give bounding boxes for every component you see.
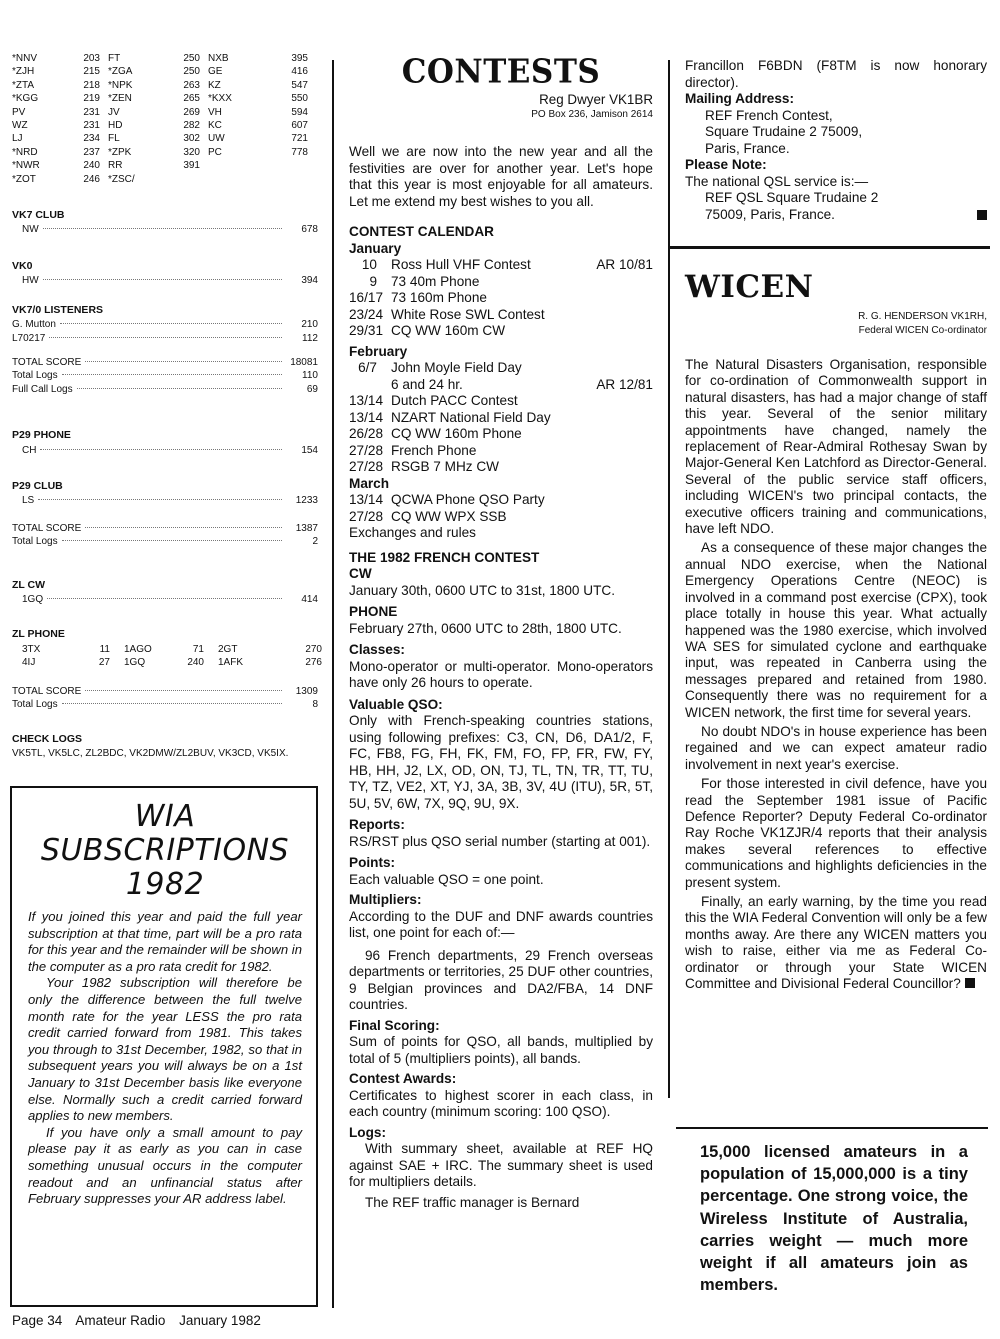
score-cell: 27 [98,657,110,669]
total-row: TOTAL SCORE 18081 [12,356,318,368]
score-cell: 71 [192,643,204,655]
score-cell: 218 [83,79,100,91]
calendar-row: 27/28 RSGB 7 MHz CW [349,459,499,474]
zl-phone-section [12,628,322,711]
score-cell: 302 [183,133,200,145]
logs-text: With summary sheet, available at REF HQ against SAE + IRC. The summary sheet is used for multipliers details. [349,1141,653,1189]
score-row: G. Mutton 210 [12,319,318,331]
author: Reg Dwyer VK1BR [539,92,653,107]
score-cell: 215 [83,66,100,78]
calendar-heading: CONTEST CALENDAR [349,224,494,239]
score-cell: 778 [291,146,308,158]
callsign-cell: *ZSC/ [108,173,135,185]
calendar-row: 6 and 24 hr. AR 12/81 [391,376,653,392]
calendar-row: 16/17 73 160m Phone [349,290,487,305]
contests-column [349,52,653,1211]
total-row: Full Call Logs 69 [12,383,318,395]
score-row: 1GQ 414 [22,593,318,605]
author-name: R. G. HENDERSON VK1RH, [858,311,987,322]
column-rule [668,60,670,246]
calendar-row: 26/28 CQ WW 160m Phone [349,426,522,441]
page-footer [12,1312,271,1330]
month-label: January [349,240,402,256]
mailing-label: Mailing Address: [685,91,795,106]
score-row: L70217 112 [12,332,318,344]
logs-text-continued: The REF traffic manager is Bernard [365,1194,580,1210]
calendar-row: 27/28 CQ WW WPX SSB [349,508,507,524]
callsign-cell: *NNV [12,53,38,64]
total-row: TOTAL SCORE 1309 [12,685,318,697]
column-rule [668,248,670,1098]
valuable-text: Only with French-speaking countries stations, using following prefixes: C3, CN, D6, DA1/2, F, FC, FB8, FG, FH, FK, FM, FO, FP, FR, FW, FY, HB, HH, J2, LX, OD, ON, TJ, TL, TN, TR, TT, TU, TY, TZ, VE2, XT, YJ, 3A, 3B, 3V, 4U (ITU), 5R, 5T, 5U, 5V, 6W, 7X, 9Q, 9U, 9X. [349,713,653,811]
wicen-author [700,310,987,338]
score-row: HW 394 [22,275,318,287]
paragraph: No doubt NDO's in house experience has been regained and we can expect amateur radio involvement in next year's exercise. [685,723,987,772]
calendar-row: 23/24 White Rose SWL Contest [349,306,545,322]
score-cell: 246 [83,173,100,185]
score-cell: 231 [83,120,100,132]
points-text: Each valuable QSO = one point. [349,871,544,887]
points-label: Points: [349,855,396,870]
paragraph: If you joined this year and paid the full year subscription at that time, part will be a pro rata for this year and the remainder will be shown in the computer as a pro rata credit for 1982. [28,909,302,974]
mailing-line: Square Trudaine 2 75009, [705,124,863,139]
zl-cw-section [12,579,318,607]
paragraph: For those interested in civil defence, have you read the September 1981 issue of Pacific Defence Reporter? Deputy Federal Co-ordinator Ray Roche VK1ZJR/4 reports that their analysis makes several references to effective communications and highlights deficiencies in the present system. [685,776,987,890]
multipliers-detail: 96 French departments, 29 French overseas departments or territories, 25 DUF other countries, 9 Belgian provinces and DA2/FBA, 14 DNF countries. [349,947,653,1012]
score-cell: 237 [83,146,100,158]
callsign-score-table [12,52,318,186]
listeners-section [12,304,318,396]
callsign-cell: 4IJ [22,657,36,669]
membership-message: 15,000 licensed amateurs in a population of 15,000,000 is a tiny percentage. One strong voice, the Wireless Institute of Australia, carries weight — much more weight if all amateurs join as members. [700,1143,968,1295]
callsign-cell: *KGG [12,93,39,105]
callsign-cell [200,173,256,186]
february-contests [349,393,653,476]
classes-label: Classes: [349,642,405,657]
callsign-cell: 2GT [218,643,238,655]
contest-rules-continued [685,58,987,223]
callsign-cell: WZ [12,120,28,132]
wia-subscriptions-box [10,786,318,1307]
score-cell [256,159,308,172]
score-cell: 276 [305,657,322,669]
callsign-cell [200,159,256,172]
classes-text: Mono-operator or multi-operator. Mono-operators have only 26 hours to operate. [349,658,653,690]
check-logs-title: CHECK LOGS [12,733,83,746]
callsign-cell: *ZGA [108,66,133,78]
score-cell: 391 [183,160,200,172]
page-number: Page 34 [12,1313,63,1328]
callsign-cell: PC [208,146,222,158]
callsign-cell: JV [108,106,120,118]
publication-name: Amateur Radio [75,1313,166,1328]
callsign-cell: FL [108,133,120,145]
callsign-cell: LJ [12,133,23,145]
intro-paragraph: Well we are now into the new year and all the festivities are over for another year. Let's hope that this year is most enjoyable for all amateurs. Let me extend my best wishes to you all. [349,144,653,209]
contests-heading: CONTESTS [401,53,601,91]
score-row: CH 154 [22,444,318,456]
exchanges-line: Exchanges and rules [349,525,476,540]
section-title: VK7/0 LISTENERS [12,303,104,316]
callsign-cell: HD [108,120,123,132]
box-body [28,909,302,1208]
score-cell: 250 [183,66,200,78]
score-cell: 203 [83,53,100,64]
january-contests [349,257,653,340]
callsign-cell: *ZOT [12,173,36,185]
callsign-cell: FT [108,53,121,64]
callsign-cell: *NRD [12,146,38,158]
vk7-club-section [12,209,318,237]
check-logs-list: VK5TL, VK5LC, ZL2BDC, VK2DMW/ZL2BUV, VK3CD, VK5IX. [12,747,289,759]
score-cell: 270 [305,643,322,655]
score-cell: 282 [183,120,200,132]
section-title: ZL CW [12,578,46,591]
paragraph: As a consequence of these major changes the annual NDO exercise, when the National Emergency Operations Centre (NEOC) is involved in a command post exercise (CPX), took place totally in house this year. What actually happened was the 1980 exercise, which involved WA SES for simulated cyclone and earthquake input, was repeated in Canberra using the messages prepared and retained from 1980. Consequently there was no requirement for a WICEN network, the first time for several years. [685,540,987,720]
score-cell [160,173,200,186]
callsign-cell: 1AFK [218,657,244,669]
callsign-cell: GE [208,66,223,78]
section-divider [668,246,990,249]
callsign-cell: VH [208,106,222,118]
score-cell: 240 [83,160,100,172]
total-row: Total Logs 8 [12,699,318,710]
continued-text: Francillon F6BDN (F8TM is now honorary director). [685,58,987,90]
wicen-article [685,357,987,995]
cw-label: CW [349,566,372,581]
paragraph: Finally, an early warning, by the time you read this the WIA Federal Convention will only be a few months away. Are there any WICEN matters you wish to raise, either via me as Federal Co-ordinator or through your State WICEN Committee and Divisional Federal Councillor? [685,894,987,992]
section-title: P29 PHONE [12,429,71,442]
section-title: P29 CLUB [12,479,63,492]
mailing-line: Paris, France. [705,140,790,156]
note-text: The national QSL service is:— [685,173,869,189]
paragraph: The Natural Disasters Organisation, responsible for co-ordination of Commonwealth support in natural disasters, has had a major change of staff this year. Several of the senior military appointments have changed, namely the replacement of Rear-Admiral Rothesay Swan by Major-General Ken Latchford as Director-General. Several of the public service staff officers, including WICEN's two principal contacts, the executive officers training and communications, have left NDO. [685,357,987,537]
score-cell: 607 [291,120,308,132]
callsign-cell: RR [108,160,123,172]
mailing-line: REF French Contest, [705,107,833,123]
score-cell: 250 [183,53,200,64]
box-title-line3: 1982 [125,867,205,902]
score-cell: 594 [291,106,308,118]
total-row: TOTAL SCORE 1387 [12,522,318,534]
score-cell: 263 [183,79,200,91]
issue-date: January 1982 [179,1313,261,1328]
multipliers-label: Multipliers: [349,892,422,907]
final-scoring-label: Final Scoring: [349,1017,440,1033]
calendar-row: 10 Ross Hull VHF Contest AR 10/81 [361,257,653,272]
note-line: REF QSL Square Trudaine 2 [705,190,879,205]
score-cell: 11 [99,643,110,655]
march-contests [349,492,653,525]
p29-phone-section [12,429,318,457]
paragraph: Your 1982 subscription will therefore be only the difference between the full twelve month rate for the year LESS the pro rata credit carried forward from 1981. This takes you through to 31st December, 1982, so that in subsequent years you will always be on a 1st January to 31st December basis like everyone else. Normally such a credit carried forward applies to new members. [28,975,302,1124]
column-rule [332,60,334,1308]
callsign-cell: PV [12,106,26,118]
valuable-label: Valuable QSO: [349,696,443,712]
score-cell: 240 [187,657,204,669]
note-label: Please Note: [685,157,767,172]
phone-text: February 27th, 0600 UTC to 28th, 1800 UTC. [349,620,622,636]
results-column [12,52,322,760]
zl-phone-table [12,643,322,670]
paragraph: If you have only a small amount to pay please pay it as early as you can in case something unusual occurs in the computer readout and an unfinancial status after February suppresses your AR address label. [28,1124,302,1207]
logs-label: Logs: [349,1124,386,1140]
calendar-row: 13/14 QCWA Phone QSO Party [349,492,545,507]
callsign-cell: KC [208,120,222,132]
french-contest-heading: THE 1982 FRENCH CONTEST [349,549,540,565]
final-scoring-text: Sum of points for QSO, all bands, multiplied by total of 5 (multipliers points), all bands. [349,1034,653,1066]
calendar-row: 29/31 CQ WW 160m CW [349,323,506,338]
score-cell: 547 [291,79,308,91]
score-cell: 269 [183,106,200,118]
score-cell: 395 [291,53,308,64]
box-title-line1: WIA [134,799,196,834]
author-role: Federal WICEN Co-ordinator [858,325,987,336]
multipliers-text: According to the DUF and DNF awards countries list, one point for each of:— [349,908,653,940]
score-cell: 550 [291,93,308,105]
score-cell: 320 [183,146,200,158]
p29-club-section [12,480,318,549]
callsign-cell: *NPK [108,79,133,91]
callsign-cell: UW [208,133,225,145]
callsign-cell: *ZPK [108,146,132,158]
callsign-cell: NXB [208,53,229,64]
total-row: Total Logs 110 [12,370,318,382]
awards-label: Contest Awards: [349,1071,457,1086]
score-cell: 416 [291,66,308,78]
vk0-section [12,260,318,288]
score-row: NW 678 [22,224,318,236]
score-cell: 721 [291,133,308,145]
callsign-cell: *NWR [12,160,40,172]
score-cell: 231 [83,106,100,118]
wicen-heading: WICEN [685,269,814,305]
box-title-line2: SUBSCRIPTIONS [40,833,290,868]
calendar-row: 27/28 French Phone [349,442,477,458]
reports-text: RS/RST plus QSO serial number (starting at 001). [349,833,651,849]
score-row: LS 1233 [22,495,318,507]
month-label: February [349,343,408,359]
end-mark-icon [965,978,975,988]
section-title: VK0 [12,259,33,272]
awards-text: Certificates to highest scorer in each class, in each country (minimum scoring: 100 QSO). [349,1087,653,1119]
phone-label: PHONE [349,604,398,619]
total-row: Total Logs 2 [12,536,318,548]
callsign-cell: 1AGO [124,643,152,655]
callsign-cell: 3TX [22,643,41,655]
callsign-cell: KZ [208,79,221,91]
author-address: PO Box 236, Jamison 2614 [531,109,653,120]
calendar-row: 13/14 Dutch PACC Contest [349,393,518,408]
callsign-cell: *KXX [208,93,232,105]
section-title: VK7 CLUB [12,209,65,222]
reports-label: Reports: [349,817,405,832]
end-mark-icon [977,210,987,220]
score-cell: 265 [183,93,200,105]
score-cell: 234 [83,133,100,145]
cw-text: January 30th, 0600 UTC to 31st, 1800 UTC. [349,582,615,598]
score-cell: 219 [83,93,100,105]
score-cell [256,173,308,186]
callsign-cell: *ZJH [12,66,35,78]
section-title: ZL PHONE [12,628,65,641]
callsign-cell: *ZTA [12,79,35,91]
calendar-row: 13/14 NZART National Field Day [349,409,551,425]
callsign-cell: 1GQ [124,657,146,669]
note-line-last: 75009, Paris, France. [685,207,987,224]
calendar-row: 9 73 40m Phone [369,273,480,289]
month-label: March [349,475,390,491]
calendar-row: 6/7 John Moyle Field Day [358,360,522,375]
callsign-cell: *ZEN [108,93,132,105]
